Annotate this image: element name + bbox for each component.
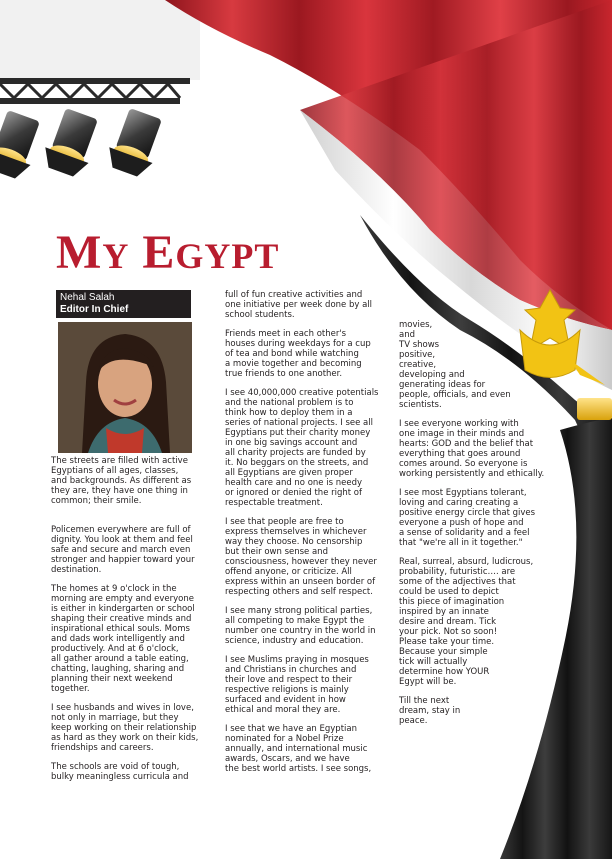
text-column-2 xyxy=(225,290,393,783)
title-letter: M xyxy=(56,226,103,279)
paragraph: The schools are void of tough, bulky meaningless curricula and xyxy=(51,762,189,782)
stage-light-icon xyxy=(103,106,167,180)
paragraph: I see everyone working with one image in their minds and hearts: GOD and the belief that everything that goes around comes around. So everyone is working persistently and ethically. xyxy=(399,419,545,479)
paragraph: full of fun creative activities and one initiative per week done by all school students. xyxy=(225,290,373,320)
paragraph: Policemen everywhere are full of dignity. You look at them and feel safe and secure and march even stronger and happier toward your destination. xyxy=(51,525,195,575)
paragraph: The streets are filled with active Egyptians of all ages, classes, and backgrounds. As different as they are, they have one thing in common; their smile. xyxy=(51,456,192,506)
paragraph: Real, surreal, absurd, ludicrous, probability, futuristic…. are some of the adjectives that could be used to depict this piece of imagination inspired by an innate desire and dream. Tick your pick. Not so soon! Please take your time. Because your simple tick will actually determine how YOUR Egypt will be. xyxy=(399,557,534,687)
author-role: Editor In Chief xyxy=(60,304,129,315)
stage-light-icon xyxy=(0,108,46,182)
author-photo xyxy=(58,322,192,453)
paragraph: I see husbands and wives in love, not only in marriage, but they keep working on their relationship as hard as they work on their kids, friendships and careers. xyxy=(51,703,199,753)
author-name: Nehal Salah xyxy=(60,292,115,303)
paragraph: I see that people are free to express themselves in whichever way they choose. No censorship but their own sense and consciousness, however they never offend anyone, or criticize. All express within an unseen border of respecting others and self respect. xyxy=(225,517,377,597)
article-title xyxy=(56,224,279,285)
lighting-truss-icon xyxy=(0,78,190,104)
paragraph: The homes at 9 o'clock in the morning are empty and everyone is either in kindergarten or school shaping their creative minds and inspirational ethical souls. Moms and dads work intelligently and productively. And at 6 o'clock, all gather around a table eating, chatting, laughing, sharing and planning their next weekend together. xyxy=(51,584,195,694)
paragraph: I see Muslims praying in mosques and Christians in churches and their love and respect to their respective religions is mainly surfaced and evident in how ethical and moral they are. xyxy=(225,655,369,715)
byline-box xyxy=(56,290,191,318)
paragraph: Till the next dream, stay in peace. xyxy=(399,696,461,726)
paragraph: I see 40,000,000 creative potentials and the national problem is to think how to deploy them in a series of national projects. I see all Egyptians put their charity money in one big savings account and all charity projects are funded by it. No beggars on the streets, and all Egyptians are given proper health care and no one is needy or ignored or denied the right of respectable treatment. xyxy=(225,388,379,508)
stage-light-icon xyxy=(39,106,103,180)
paragraph: I see many strong political parties, all competing to make Egypt the number one country in the world in science, industry and education. xyxy=(225,606,376,646)
title-letters: GYPT xyxy=(175,236,280,276)
text-column-3 xyxy=(399,320,547,735)
paragraph: Friends meet in each other's houses during weekdays for a cup of tea and bond while watching a movie together and becoming true friends to one another. xyxy=(225,329,371,379)
paragraph: I see most Egyptians tolerant, loving and caring creating a positive energy circle that gives everyone a push of hope and a sense of solidarity and a feel that "we're all in it together." xyxy=(399,488,536,548)
paragraph: I see that we have an Egyptian nominated for a Nobel Prize annually, and international music awards, Oscars, and we have the best world artists. I see songs, xyxy=(225,724,372,774)
paragraph: movies, and TV shows positive, creative, developing and generating ideas for people, officials, and even scientists. xyxy=(399,320,511,410)
text-column-1 xyxy=(51,456,211,791)
title-letters: Y xyxy=(102,236,130,276)
title-letter: E xyxy=(142,226,176,279)
